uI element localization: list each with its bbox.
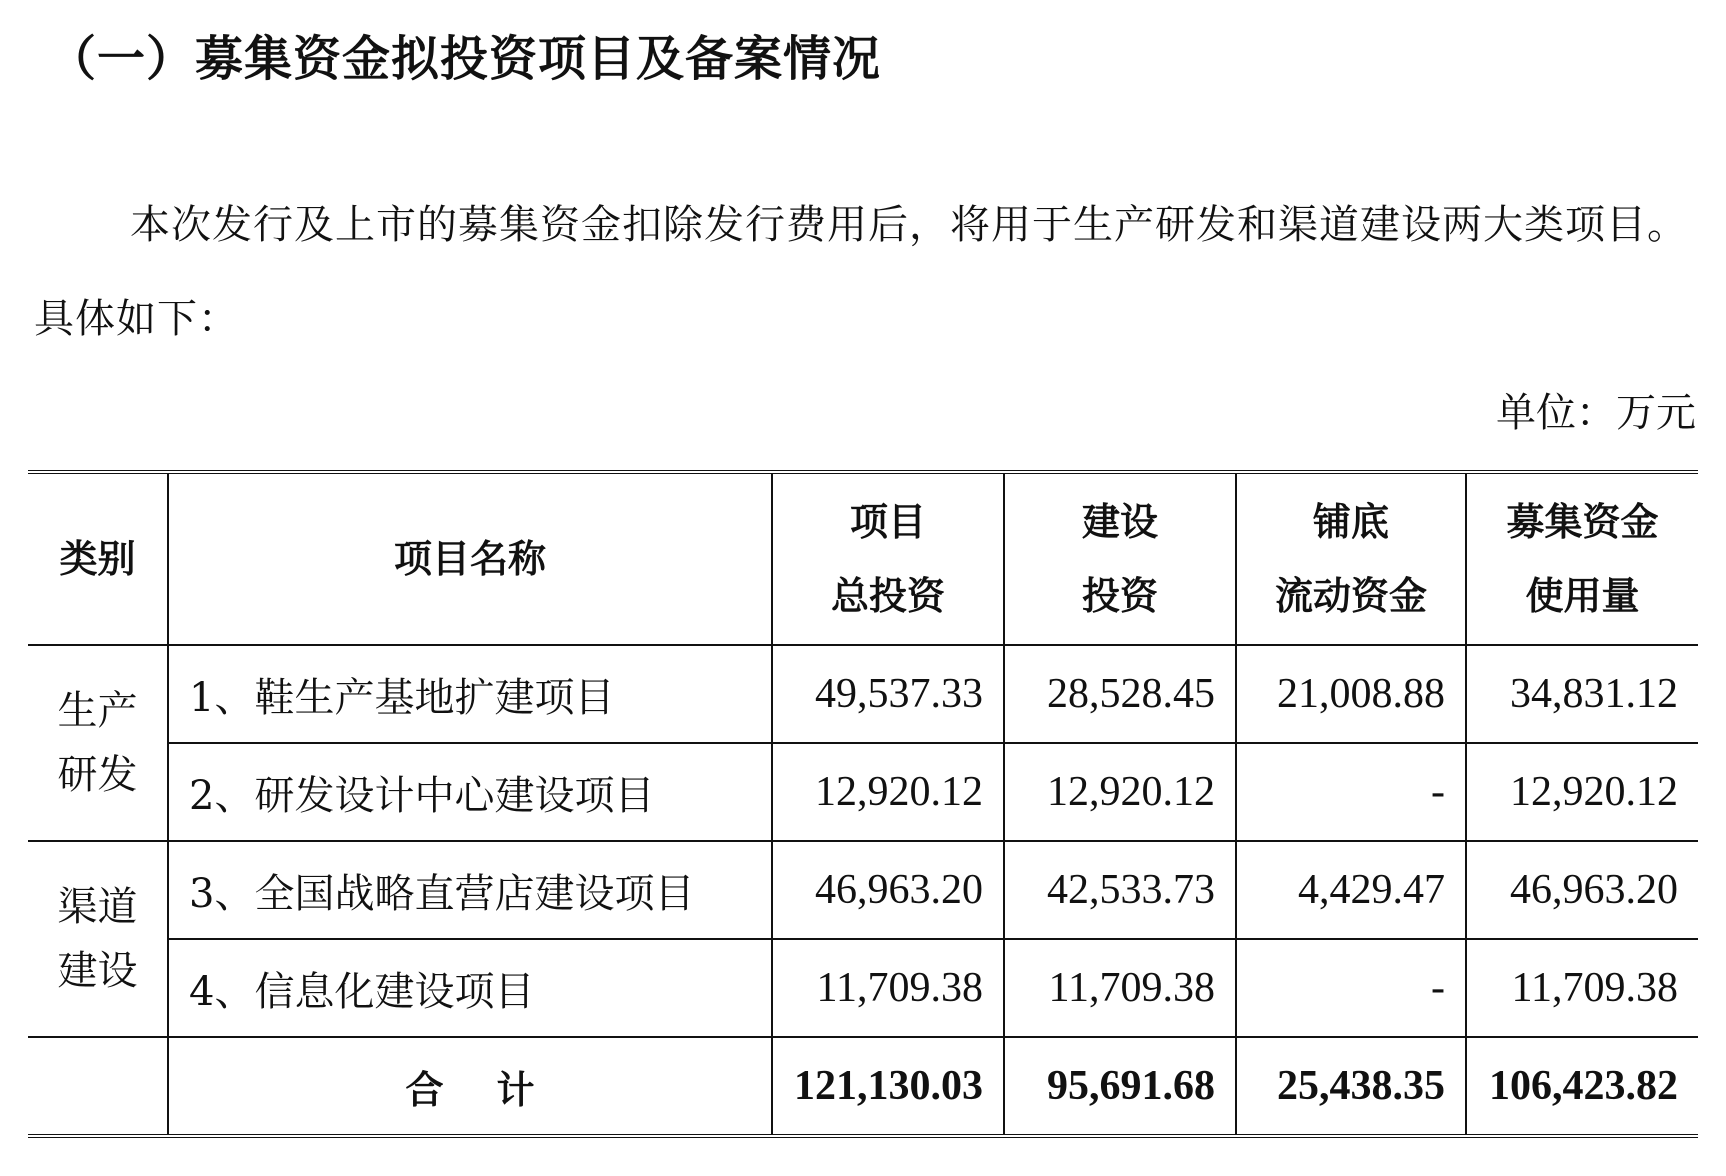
table-row [28, 841, 1698, 939]
total-label: 合 计 [168, 1037, 772, 1134]
raised-funds-cell: 11,709.38 [1466, 939, 1698, 1037]
construction-investment-cell: 42,533.73 [1004, 841, 1236, 939]
intro-paragraph: 本次发行及上市的募集资金扣除发行费用后，将用于生产研发和渠道建设两大类项目。具体如下： [34, 202, 1688, 342]
working-capital-cell: - [1236, 939, 1466, 1037]
table-header-row [28, 474, 1698, 645]
raised-funds-cell: 34,831.12 [1466, 645, 1698, 743]
project-name-cell: 4、信息化建设项目 [168, 939, 772, 1037]
header-total-investment: 项目 总投资 [772, 474, 1004, 645]
header-project-name: 项目名称 [168, 474, 772, 645]
header-working-capital: 铺底 流动资金 [1236, 474, 1466, 645]
investment-table-wrapper [28, 470, 1698, 1138]
project-name-cell: 1、鞋生产基地扩建项目 [168, 645, 772, 743]
total-investment-cell: 12,920.12 [772, 743, 1004, 841]
header-category: 类别 [28, 474, 168, 645]
project-name-cell: 3、全国战略直营店建设项目 [168, 841, 772, 939]
category-cell: 渠道 建设 [28, 841, 168, 1037]
construction-investment-cell: 11,709.38 [1004, 939, 1236, 1037]
total-investment-cell: 46,963.20 [772, 841, 1004, 939]
working-capital-cell: 21,008.88 [1236, 645, 1466, 743]
construction-investment-sum: 95,691.68 [1004, 1037, 1236, 1134]
header-construction-investment: 建设 投资 [1004, 474, 1236, 645]
header-raised-funds-used: 募集资金 使用量 [1466, 474, 1698, 645]
raised-funds-cell: 12,920.12 [1466, 743, 1698, 841]
project-name-cell: 2、研发设计中心建设项目 [168, 743, 772, 841]
table-row [28, 743, 1698, 841]
working-capital-cell: 4,429.47 [1236, 841, 1466, 939]
raised-funds-sum: 106,423.82 [1466, 1037, 1698, 1134]
section-heading: （一）募集资金拟投资项目及备案情况 [48, 31, 882, 87]
table-row [28, 939, 1698, 1037]
unit-label: 单位：万元 [1496, 390, 1696, 436]
total-row-category-blank [28, 1037, 168, 1134]
construction-investment-cell: 28,528.45 [1004, 645, 1236, 743]
raised-funds-cell: 46,963.20 [1466, 841, 1698, 939]
working-capital-sum: 25,438.35 [1236, 1037, 1466, 1134]
total-investment-sum: 121,130.03 [772, 1037, 1004, 1134]
total-row [28, 1037, 1698, 1134]
construction-investment-cell: 12,920.12 [1004, 743, 1236, 841]
total-investment-cell: 11,709.38 [772, 939, 1004, 1037]
investment-table [28, 474, 1698, 1134]
table-row [28, 645, 1698, 743]
total-investment-cell: 49,537.33 [772, 645, 1004, 743]
working-capital-cell: - [1236, 743, 1466, 841]
category-cell: 生产 研发 [28, 645, 168, 841]
